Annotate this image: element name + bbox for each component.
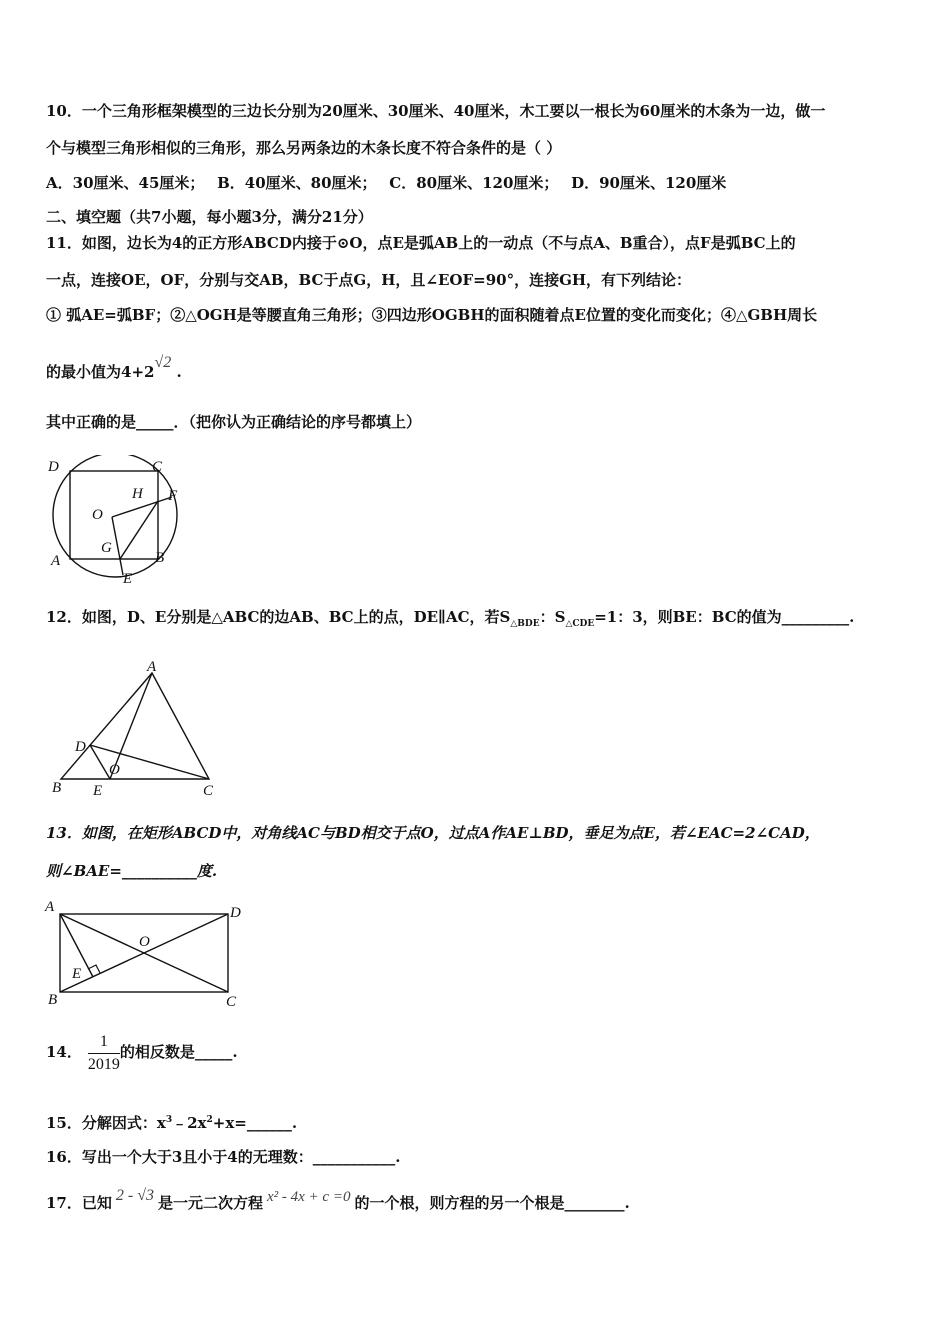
label-a: A [147, 659, 157, 675]
label-e: E [72, 966, 82, 982]
label-e: E [93, 783, 103, 799]
q16-line: 16．写出一个大于3且小于4的无理数：___________. [46, 1148, 401, 1166]
q10-line1: 10．一个三角形框架模型的三边长分别为20厘米、30厘米、40厘米，木工要以一根长为60厘米的木条为一边，做一 [46, 102, 826, 120]
q11-line2: 一点，连接OE，OF，分别与交AB，BC于点G，H，且∠EOF=90°，连接GH，有下列结论： [46, 271, 692, 289]
label-d: D [75, 739, 86, 755]
segment-dc [90, 745, 209, 779]
segment-oe [112, 517, 123, 575]
label-d: D [230, 905, 241, 921]
q12-pre: 12．如图，D、E分别是△ABC的边AB、BC上的点，DE∥AC，若S [46, 608, 511, 626]
q17-expr2: x² - 4x + c =0 [267, 1189, 351, 1205]
square-abcd [70, 471, 158, 559]
q17-pre: 17．已知 [46, 1194, 112, 1212]
q14-post: 的相反数是_____. [119, 1043, 238, 1061]
q14-line [46, 1030, 238, 1076]
label-a: A [45, 899, 55, 915]
q10-line2: 个与模型三角形相似的三角形，那么另两条边的木条长度不符合条件的是（ ） [46, 139, 562, 157]
q17-post: 的一个根，则方程的另一个根是________. [354, 1194, 630, 1212]
q12-mid: ：S [539, 608, 566, 626]
q14-fraction [88, 1031, 120, 1076]
q11-line3: ① 弧AE=弧BF；②△OGH是等腰直角三角形；③四边形OGBH的面积随着点E位置的变化而变化；④△GBH周长 [46, 306, 818, 324]
label-o: O [139, 934, 150, 950]
q17-expr1: 2 - √3 [115, 1187, 154, 1204]
label-a: A [51, 553, 61, 569]
q12-sub1: △BDE [510, 619, 540, 629]
q12-sub2: △CDE [565, 619, 595, 629]
q13-line1: 13．如图，在矩形ABCD中，对角线AC与BD相交于点O，过点A作AE⊥BD，垂足为点E，若∠EAC=2∠CAD， [46, 824, 820, 842]
label-o: O [109, 762, 120, 778]
label-e: E [123, 571, 133, 587]
q15-sup2: 2 [206, 1115, 213, 1125]
label-c: C [203, 783, 214, 799]
q15-pre: 15．分解因式：x [46, 1114, 166, 1132]
q17-line [46, 1187, 630, 1214]
q11-sqrt: √2 [154, 354, 172, 371]
q15-line [46, 1113, 297, 1136]
q11-line1: 11．如图，边长为4的正方形ABCD内接于⊙O，点E是弧AB上的一动点（不与点A、B重合），点F是弧BC上的 [46, 234, 796, 252]
label-b: B [52, 780, 62, 796]
q10-options: A．30厘米、45厘米； B．40厘米、80厘米； C．80厘米、120厘米； D．90厘米、120厘米 [46, 174, 727, 192]
label-h: H [132, 486, 143, 502]
q17-mid: 是一元二次方程 [157, 1194, 263, 1212]
label-b: B [48, 992, 58, 1008]
q12-post: =1：3，则BE：BC的值为_________. [594, 608, 855, 626]
q15-mid: ﹣2x [172, 1114, 207, 1132]
label-d: D [48, 459, 59, 475]
q11-line4-post: . [171, 363, 182, 381]
q14-num: 14． [46, 1043, 82, 1061]
q15-sup1: 3 [165, 1115, 173, 1125]
q12-line [46, 607, 854, 630]
section-title: 二、填空题（共7小题，每小题3分，满分21分） [46, 208, 373, 226]
q11-line4 [46, 354, 182, 383]
label-c: C [226, 994, 237, 1010]
q11-line5: 其中正确的是_____．（把你认为正确结论的序号都填上） [46, 413, 422, 431]
label-f: F [168, 488, 178, 504]
label-o: O [92, 507, 103, 523]
label-g: G [101, 540, 112, 556]
q11-figure [44, 455, 194, 590]
segment-gh [120, 501, 158, 559]
q15-post: +x=______. [212, 1114, 298, 1132]
q14-frac-den: 2019 [87, 1055, 120, 1073]
q13-line2: 则∠BAE=__________度. [46, 862, 218, 880]
q13-figure [44, 898, 244, 1012]
q14-frac-num: 1 [88, 1031, 120, 1054]
label-b: B [155, 550, 165, 566]
q11-line4-pre: 的最小值为4+2 [46, 363, 155, 381]
q12-figure [46, 658, 216, 800]
label-c: C [152, 459, 163, 475]
triangle-abc [61, 673, 209, 779]
